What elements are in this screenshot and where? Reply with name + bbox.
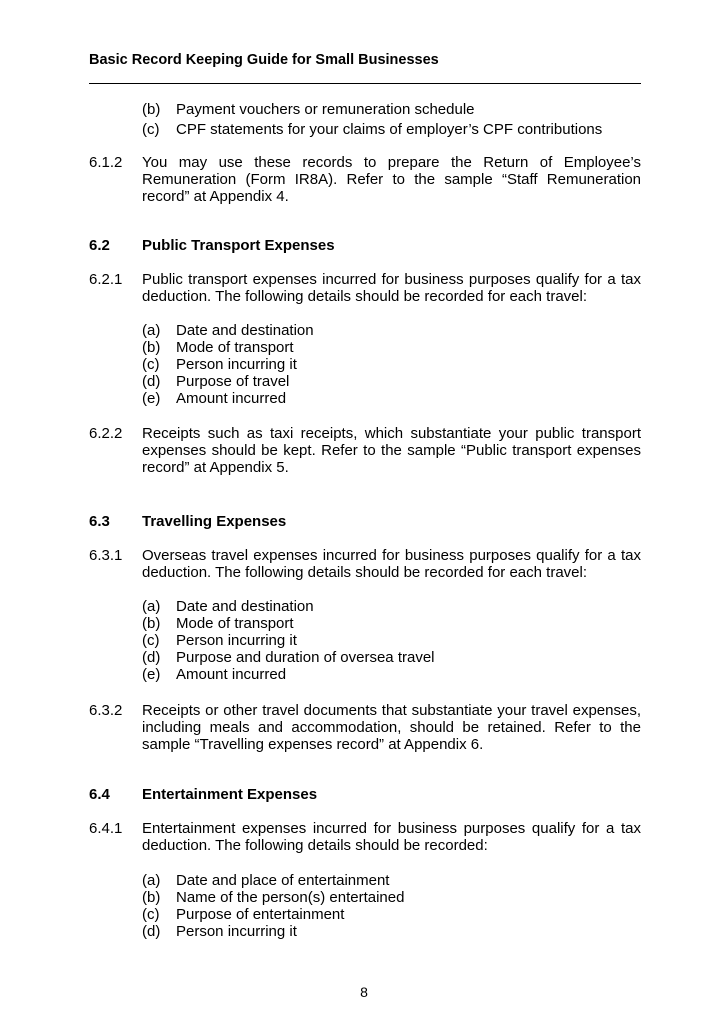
paragraph-number: 6.4.1 — [89, 820, 123, 837]
section-number: 6.3 — [89, 513, 110, 530]
list-item-label: (c) — [142, 906, 160, 923]
paragraph-text: Receipts such as taxi receipts, which substantiate your public transport expenses should be kept. Refer to the sample “Public transport expenses record” at Appendix 5. — [142, 425, 641, 476]
list-item-text: Purpose of travel — [176, 373, 290, 390]
list-item-text: Mode of transport — [176, 615, 294, 632]
list-item-label: (b) — [142, 339, 161, 356]
list-item-text: Name of the person(s) entertained — [176, 889, 405, 906]
list-item-text: Amount incurred — [176, 390, 287, 407]
paragraph-text: Public transport expenses incurred for business purposes qualify for a tax deduction. The following details should be recorded for each travel: — [142, 271, 641, 305]
list-item-text: Purpose of entertainment — [176, 906, 345, 923]
list-item-text: Mode of transport — [176, 339, 294, 356]
list-item-text: Person incurring it — [176, 632, 297, 649]
list-item-label: (e) — [142, 390, 161, 407]
list-item-label: (b) — [142, 615, 161, 632]
section-heading: Entertainment Expenses — [142, 786, 318, 803]
list-item-text: Person incurring it — [176, 356, 297, 373]
page-number: 8 — [360, 984, 368, 1000]
list-item-text: Amount incurred — [176, 666, 287, 683]
paragraph-number: 6.3.1 — [89, 547, 123, 564]
list-item-label: (d) — [142, 373, 161, 390]
list-item-text: Date and destination — [176, 322, 314, 339]
section-heading: Public Transport Expenses — [142, 237, 335, 254]
paragraph-text: Overseas travel expenses incurred for business purposes qualify for a tax deduction. The following details should be recorded for each travel: — [142, 547, 641, 581]
header-divider — [89, 83, 641, 84]
list-item-label: (e) — [142, 666, 161, 683]
list-item-label: (c) — [142, 632, 160, 649]
list-item-text: Date and place of entertainment — [176, 872, 390, 889]
paragraph-text: You may use these records to prepare the Return of Employee’s Remuneration (Form IR8A). Refer to the sample “Staff Remuneration record” at Appendix 4. — [142, 154, 641, 205]
list-item-text: Payment vouchers or remuneration schedule — [176, 101, 475, 118]
list-item-label: (a) — [142, 872, 161, 889]
paragraph-number: 6.1.2 — [89, 154, 123, 171]
list-item-text: Date and destination — [176, 598, 314, 615]
list-item-label: (c) — [142, 356, 160, 373]
section-number: 6.4 — [89, 786, 110, 803]
paragraph-number: 6.2.2 — [89, 425, 123, 442]
section-heading: Travelling Expenses — [142, 513, 287, 530]
paragraph-number: 6.3.2 — [89, 702, 123, 719]
paragraph-text: Entertainment expenses incurred for business purposes qualify for a tax deduction. The following details should be recorded: — [142, 820, 641, 854]
section-number: 6.2 — [89, 237, 110, 254]
list-item-text: Purpose and duration of oversea travel — [176, 649, 435, 666]
list-item-label: (b) — [142, 889, 161, 906]
list-item-label: (d) — [142, 923, 161, 940]
list-item-label: (a) — [142, 322, 161, 339]
list-item-label: (a) — [142, 598, 161, 615]
list-item-label: (b) — [142, 101, 161, 118]
list-item-text: Person incurring it — [176, 923, 297, 940]
list-item-text: CPF statements for your claims of employer’s CPF contributions — [176, 121, 603, 138]
paragraph-number: 6.2.1 — [89, 271, 123, 288]
page-header-title: Basic Record Keeping Guide for Small Businesses — [89, 52, 439, 68]
paragraph-text: Receipts or other travel documents that substantiate your travel expenses, including meals and accommodation, should be retained. Refer to the sample “Travelling expenses record” at Appendix 6. — [142, 702, 641, 753]
list-item-label: (d) — [142, 649, 161, 666]
list-item-label: (c) — [142, 121, 160, 138]
